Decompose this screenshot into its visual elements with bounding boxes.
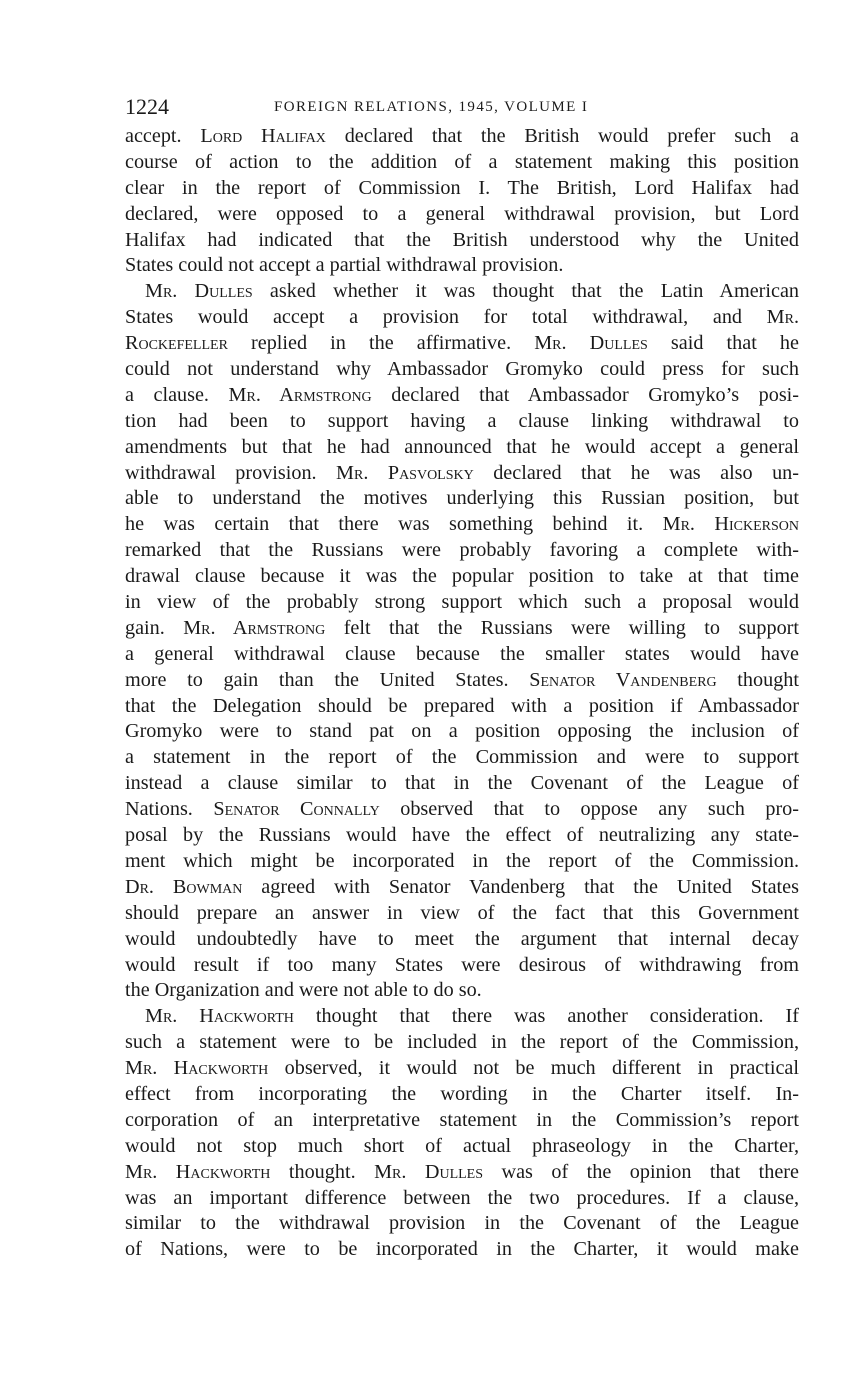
speaker-name: Mr. Hackworth	[145, 1005, 294, 1028]
text-run: such a statement were to be included in the report of the Commission,	[125, 1031, 799, 1054]
text-run: accept.	[125, 125, 201, 147]
text-run: he was certain that there was something behind it.	[125, 513, 663, 536]
text-line	[125, 616, 799, 642]
text-run: a general withdrawal clause because the smaller states would have	[125, 642, 799, 665]
text-line	[125, 253, 799, 279]
text-line	[125, 694, 799, 720]
speaker-name: Senator Connally	[213, 798, 380, 821]
text-line	[125, 927, 799, 953]
text-line	[125, 1056, 799, 1082]
text-run: Gromyko were to stand pat on a position opposing the inclusion of	[125, 720, 799, 743]
text-run: was of the opinion that there	[483, 1160, 799, 1183]
text-run: should prepare an answer in view of the fact that this Government	[125, 901, 799, 924]
text-run: tion had been to support having a clause linking withdrawal to	[125, 409, 799, 432]
text-line	[125, 331, 799, 357]
text-line	[125, 564, 799, 590]
text-run: of Nations, were to be incorporated in the Charter, it would make	[125, 1238, 799, 1261]
text-run: more to gain than the United States.	[125, 668, 530, 691]
text-run: thought that there was another consideration. If	[293, 1005, 799, 1028]
speaker-name: Mr. Hickerson	[662, 513, 799, 536]
text-line	[125, 538, 799, 564]
text-run: said that he	[647, 332, 799, 355]
speaker-name: Mr. Hackworth	[125, 1160, 271, 1183]
speaker-name: Mr. Pasvolsky	[336, 461, 474, 484]
text-line	[125, 228, 799, 254]
text-run: would undoubtedly have to meet the argument that internal decay	[125, 927, 799, 950]
text-run: could not understand why Ambassador Gromyko could press for such	[125, 358, 799, 381]
text-run: would not stop much short of actual phraseology in the Charter,	[125, 1134, 799, 1157]
text-run: a clause.	[125, 383, 229, 406]
text-run: States could not accept a partial withdrawal provision.	[125, 254, 564, 277]
text-line	[125, 486, 799, 512]
text-run: course of action to the addition of a statement making this position	[125, 150, 799, 173]
text-run: drawal clause because it was the popular position to take at that time	[125, 565, 799, 588]
text-run: the Organization and were not able to do so.	[125, 979, 482, 1002]
speaker-name: Rockefeller	[125, 332, 228, 355]
text-line	[125, 383, 799, 409]
text-run: effect from incorporating the wording in the Charter itself. In-	[125, 1082, 799, 1105]
text-run: replied in the affirmative.	[227, 332, 535, 355]
text-run: agreed with Senator Vandenberg that the United States	[242, 875, 799, 898]
speaker-name: Lord Halifax	[200, 125, 326, 147]
text-run: observed, it would not be much different in practical	[268, 1057, 799, 1080]
text-line	[125, 461, 799, 487]
text-run: able to understand the motives underlying this Russian position, but	[125, 487, 799, 510]
text-line	[125, 745, 799, 771]
text-run: asked whether it was thought that the Latin American	[252, 280, 800, 303]
text-run: a statement in the report of the Commission and were to support	[125, 746, 799, 769]
text-line	[125, 642, 799, 668]
text-line	[125, 1134, 799, 1160]
text-run: thought	[716, 668, 799, 691]
speaker-name: Mr.	[766, 306, 799, 329]
running-header	[125, 92, 799, 122]
text-line	[125, 435, 799, 461]
text-line	[125, 901, 799, 927]
page-number: 1224	[125, 94, 169, 119]
speaker-name: Mr. Dulles	[374, 1160, 484, 1183]
text-line	[125, 305, 799, 331]
paragraph	[125, 279, 799, 1004]
text-line	[125, 1108, 799, 1134]
text-line	[125, 202, 799, 228]
speaker-name: Mr. Dulles	[534, 332, 648, 355]
text-line	[125, 1082, 799, 1108]
text-run: instead a clause similar to that in the Covenant of the League of	[125, 772, 799, 795]
text-line	[125, 797, 799, 823]
text-line	[125, 512, 799, 538]
body-text	[125, 124, 799, 1263]
speaker-name: Dr. Bowman	[125, 875, 243, 898]
text-run: ment which might be incorporated in the report of the Commission.	[125, 849, 799, 872]
speaker-name: Mr. Hackworth	[125, 1057, 269, 1080]
speaker-name: Mr. Armstrong	[183, 616, 326, 639]
text-run: remarked that the Russians were probably favoring a complete with-	[125, 539, 799, 562]
text-run: observed that to oppose any such pro-	[379, 798, 799, 821]
text-line	[125, 771, 799, 797]
speaker-name: Mr. Armstrong	[228, 383, 372, 406]
text-run: Nations.	[125, 798, 214, 821]
text-run: would result if too many States were desirous of withdrawing from	[125, 953, 799, 976]
text-run: clear in the report of Commission I. The British, Lord Halifax had	[125, 176, 799, 199]
text-line	[125, 875, 799, 901]
text-line	[125, 719, 799, 745]
running-title: FOREIGN RELATIONS, 1945, VOLUME I	[274, 99, 589, 115]
text-line	[125, 150, 799, 176]
text-line	[125, 1004, 799, 1030]
text-line	[125, 176, 799, 202]
text-line	[125, 1237, 799, 1263]
text-line	[125, 978, 799, 1004]
text-run: in view of the probably strong support which such a proposal would	[125, 591, 799, 614]
document-page	[125, 92, 799, 1263]
text-run: declared, were opposed to a general withdrawal provision, but Lord	[125, 202, 799, 225]
text-line	[125, 1030, 799, 1056]
text-run: that the Delegation should be prepared with a position if Ambassador	[125, 694, 799, 717]
text-line	[125, 279, 799, 305]
text-run: corporation of an interpretative statement in the Commission’s report	[125, 1108, 799, 1131]
text-line	[125, 357, 799, 383]
text-run: withdrawal provision.	[125, 461, 337, 484]
text-run: was an important difference between the two procedures. If a clause,	[125, 1186, 799, 1209]
text-run: posal by the Russians would have the effect of neutralizing any state-	[125, 824, 799, 847]
text-run: gain.	[125, 616, 184, 639]
speaker-name: Senator Vandenberg	[529, 668, 717, 691]
text-run: declared that Ambassador Gromyko’s posi-	[371, 383, 800, 406]
text-run: similar to the withdrawal provision in the Covenant of the League	[125, 1212, 799, 1235]
text-run: declared that the British would prefer such a	[325, 125, 800, 147]
text-line	[125, 590, 799, 616]
paragraph	[125, 1004, 799, 1263]
text-run: Halifax had indicated that the British understood why the United	[125, 228, 799, 251]
text-line	[125, 1186, 799, 1212]
text-line	[125, 1160, 799, 1186]
text-run: declared that he was also un-	[473, 461, 799, 484]
text-line	[125, 953, 799, 979]
text-run: amendments but that he had announced that he would accept a general	[125, 435, 799, 458]
text-line	[125, 668, 799, 694]
speaker-name: Mr. Dulles	[145, 280, 253, 303]
text-line	[125, 409, 799, 435]
text-run: States would accept a provision for total withdrawal, and	[125, 306, 767, 329]
paragraph	[125, 124, 799, 279]
text-run: felt that the Russians were willing to support	[325, 616, 800, 639]
text-line	[125, 849, 799, 875]
text-line	[125, 124, 799, 150]
text-line	[125, 1211, 799, 1237]
text-run: thought.	[270, 1160, 375, 1183]
text-line	[125, 823, 799, 849]
